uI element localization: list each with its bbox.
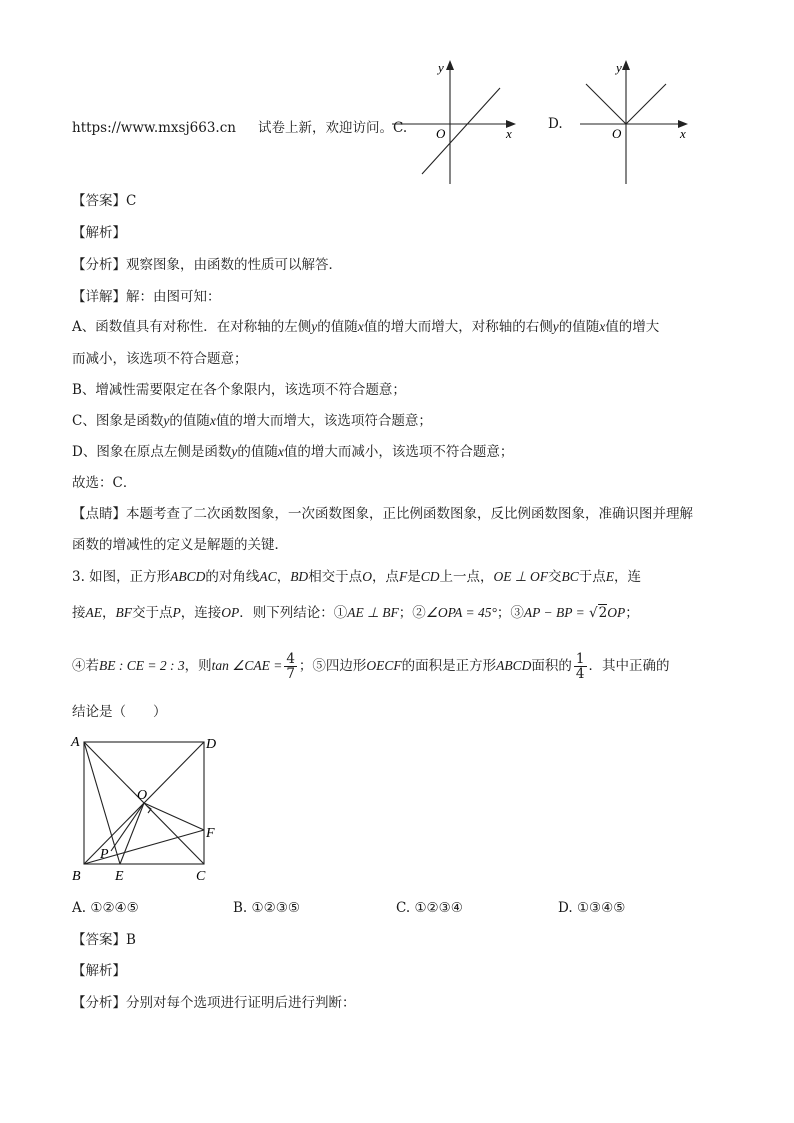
fig-label-o: O [137,788,148,803]
fig-label-b: B [72,869,81,884]
graph-c-x-label: x [506,126,512,141]
q2-analysis-a-line1: A、函数值具有对称性．在对称轴的左侧y的值随x值的增大而增大，对称轴的右侧y的值随x值的增大 [72,319,660,335]
fig-label-f: F [206,826,215,841]
q2-dianjing-line2: 函数的增减性的定义是解题的关键． [72,537,288,553]
q2-xiangjie: 【详解】解：由图可知： [72,289,221,305]
q2-answer: 【答案】C [72,193,137,209]
q3-jiexi: 【解析】 [72,963,126,979]
q2-jiexi: 【解析】 [72,225,126,241]
q3-answer: 【答案】B [72,932,136,948]
q2-analysis-c: C、图象是函数y的值随x值的增大而增大，该选项符合题意； [72,413,432,429]
q3-geometry-figure [66,730,226,886]
graph-option-d [580,58,696,188]
graph-d-y-label: y [616,60,622,75]
q2-fenxi: 【分析】观察图象，由函数的性质可以解答． [72,257,342,273]
graph-option-c [392,58,522,188]
watermark-url: https://www.mxsj663.cn 试卷上新，欢迎访问。C. [72,120,408,136]
q3-stem-line3: ④若BE : CE = 2 : 3，则tan ∠CAE = $\frac{4}{7}$ ；⑤四边形OECF的面积是正方形ABCD面积的 $\frac{1}{4}$ ．其中正确的 [72,651,670,682]
q3-option-a: A. ①②④⑤ [72,900,139,916]
graph-d-origin-label: O [612,126,622,141]
fig-label-e: E [115,869,124,884]
q2-guxuan: 故选：C． [72,475,137,491]
q3-option-c: C. ①②③④ [396,900,463,916]
q2-analysis-d: D、图象在原点左侧是函数y的值随x值的增大而减小，该选项不符合题意； [72,444,514,460]
graph-c-y-label: y [438,60,444,75]
q2-analysis-a-line2: 而减小，该选项不符合题意； [72,351,248,367]
option-d-label: D. [548,116,563,132]
q3-stem-line2: 接AE，BF交于点P，连接OP．则下列结论：①AE ⊥ BF；②∠OPA = 45°；③AP − BP = √2OP； [72,605,639,621]
q3-option-b: B. ①②③⑤ [233,900,300,916]
fig-label-c: C [196,869,206,884]
q3-fenxi: 【分析】分别对每个选项进行证明后进行判断： [72,995,356,1011]
q2-dianjing-line1: 【点睛】本题考查了二次函数图象，一次函数图象，正比例函数图象，反比例函数图象，准确识图并理解 [72,506,693,522]
fig-label-p: P [100,847,109,862]
fig-label-d: D [206,737,217,752]
q3-option-d: D. ①③④⑤ [558,900,626,916]
fig-label-a: A [71,735,80,750]
fraction-1-4: $\frac{1}{4}$ [575,651,585,682]
q3-stem-line1: 3. 如图，正方形ABCD的对角线AC，BD相交于点O，点F是CD上一点，OE ⊥ OF交BC于点E，连 [72,569,641,585]
graph-d-x-label: x [680,126,686,141]
q2-analysis-b: B、增减性需要限定在各个象限内，该选项不符合题意； [72,382,406,398]
q3-stem-line4: 结论是（ ） [72,704,167,720]
fraction-4-7: $\frac{4}{7}$ [286,651,295,682]
graph-c-origin-label: O [436,126,446,141]
